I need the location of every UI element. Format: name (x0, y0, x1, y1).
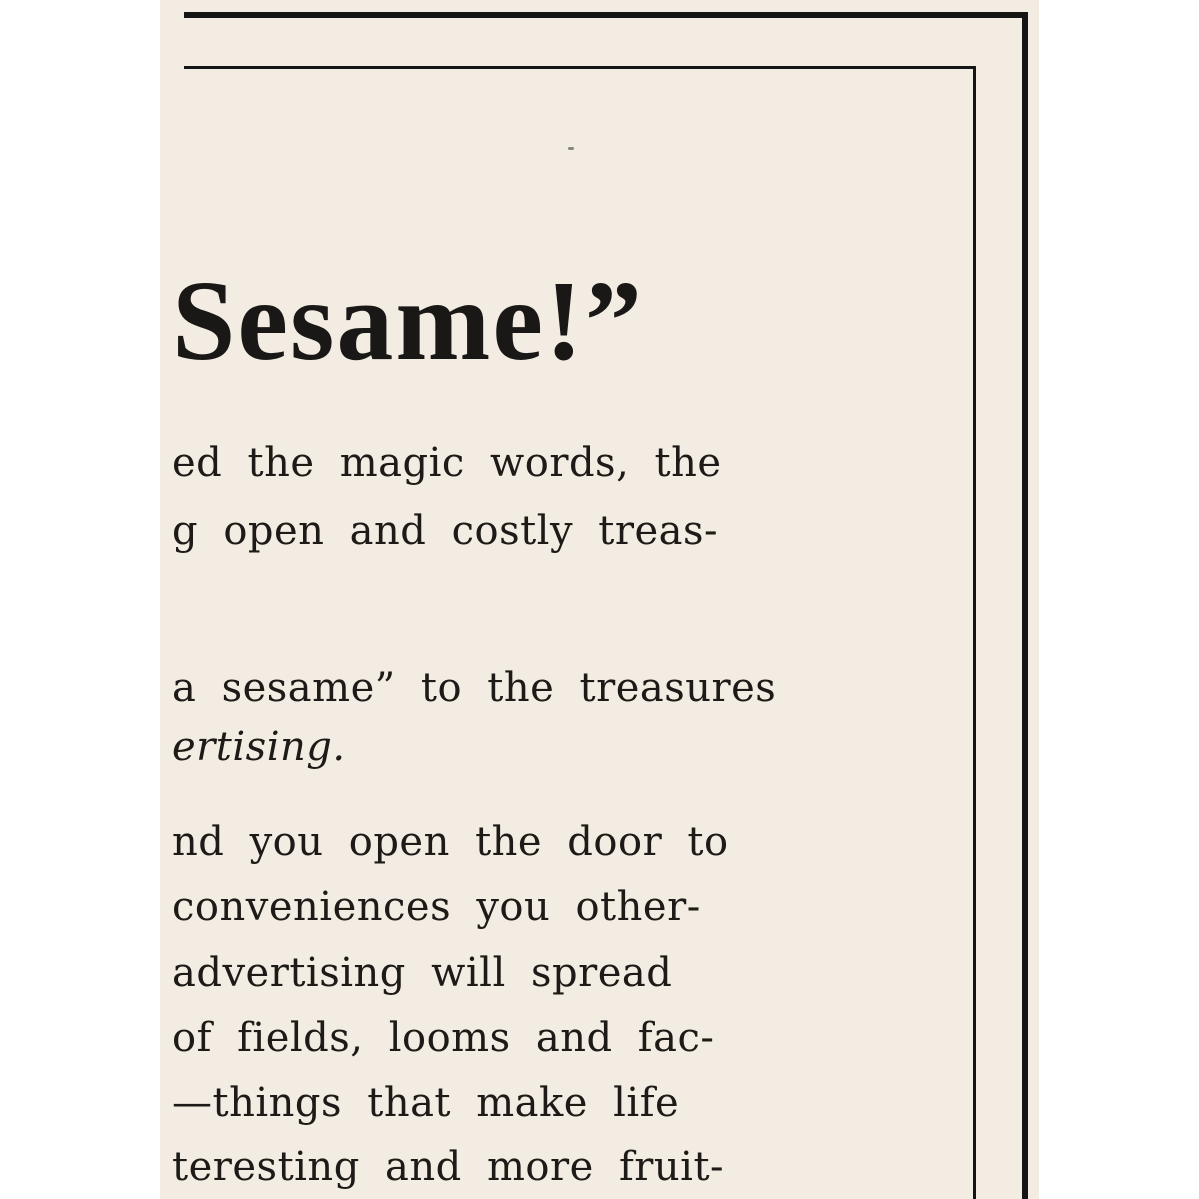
body-line: nd you open the door to (172, 819, 729, 865)
body-line: a sesame” to the treasures (172, 665, 777, 711)
body-line: teresting and more fruit- (172, 1144, 725, 1190)
dust-speck (568, 147, 574, 150)
body-line: ed the magic words, the (172, 440, 722, 486)
body-line: —things that make life (172, 1080, 680, 1126)
body-line: advertising will spread (172, 950, 673, 996)
body-line: of fields, looms and fac- (172, 1015, 715, 1061)
body-line: conveniences you other- (172, 884, 701, 930)
headline: Sesame!” (172, 257, 644, 384)
body-line: g open and costly treas- (172, 508, 719, 554)
body-line-italic: ertising. (172, 724, 346, 770)
